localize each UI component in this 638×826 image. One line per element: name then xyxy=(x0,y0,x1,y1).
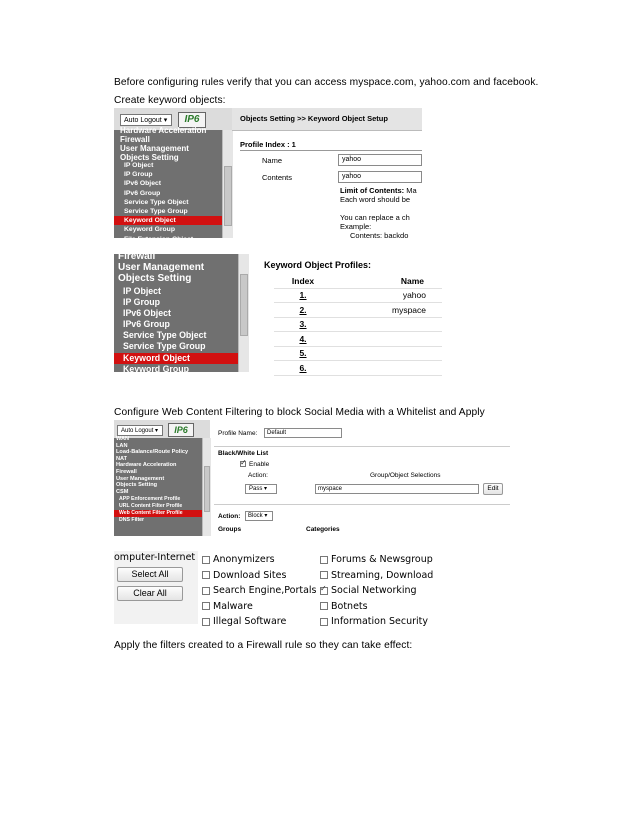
submenu-ip-object-2[interactable]: IP Object xyxy=(123,286,161,296)
category-label: Anonymizers xyxy=(213,554,275,565)
configure-wcf-text: Configure Web Content Filtering to block Social Media with a Whitelist and Apply xyxy=(114,407,485,418)
submenu-ip-group-2[interactable]: IP Group xyxy=(123,297,160,308)
block-select[interactable]: Block ▾ xyxy=(245,511,273,521)
menu-nat[interactable]: NAT xyxy=(116,455,128,462)
note-line-3: Example: xyxy=(340,222,372,231)
pass-select[interactable]: Pass ▾ xyxy=(245,484,277,494)
menu-csm[interactable]: CSM xyxy=(116,488,129,495)
submenu-dns-filter[interactable]: DNS Filter xyxy=(119,517,145,523)
submenu-web-content-filter[interactable]: Web Content Filter Profile xyxy=(114,510,202,517)
keyword-profiles-table xyxy=(274,274,442,376)
profiles-title: Keyword Object Profiles: xyxy=(264,260,372,270)
submenu-keyword-object-2[interactable]: Keyword Object xyxy=(114,353,238,364)
menu-user-management-2[interactable]: User Management xyxy=(118,262,205,273)
profile-name-label: Profile Name: xyxy=(218,430,258,437)
scrollbar-thumb[interactable] xyxy=(224,166,232,226)
submenu-service-type-group-2[interactable]: Service Type Group xyxy=(123,341,206,352)
category-label: Illegal Software xyxy=(213,616,287,627)
name-label: Name xyxy=(262,156,283,165)
intro-text: Before configuring rules verify that you can access myspace.com, yahoo.com and facebook. xyxy=(114,77,539,88)
category-label: Botnets xyxy=(331,600,368,612)
row-name: myspace xyxy=(332,303,442,318)
name-input[interactable]: yahoo xyxy=(338,154,422,166)
sidebar-scrollbar-2[interactable] xyxy=(238,254,249,372)
sidebar-menu-3 xyxy=(114,438,202,536)
categories-screenshot xyxy=(114,551,434,627)
category-checkbox[interactable] xyxy=(320,571,328,579)
create-keyword-text: Create keyword objects: xyxy=(114,95,226,106)
category-label: Download Sites xyxy=(213,569,287,581)
row-index-link[interactable]: 5. xyxy=(274,346,332,361)
keyword-object-setup-screenshot xyxy=(114,108,422,243)
bw-list-title: Black/White List xyxy=(218,450,269,457)
col-name-header: Name xyxy=(332,274,442,288)
scrollbar-thumb-2[interactable] xyxy=(240,274,248,336)
ipv6-logo: IP6 xyxy=(178,112,206,128)
action2-label: Action: xyxy=(218,513,241,520)
select-all-button[interactable]: Select All xyxy=(117,567,183,582)
category-label: Malware xyxy=(213,600,253,612)
auto-logout-select-3[interactable]: Auto Logout ▾ xyxy=(117,425,163,436)
note-line-2: You can replace a ch xyxy=(340,213,410,222)
limit-label-text: Limit of Contents: xyxy=(340,186,405,195)
group-name: omputer-Internet xyxy=(114,552,196,563)
row-index-link[interactable]: 3. xyxy=(274,317,332,332)
contents-input[interactable]: yahoo xyxy=(338,171,422,183)
submenu-ipv6-object[interactable]: IPv6 Object xyxy=(124,180,162,188)
category-label: Search Engine,Portals xyxy=(213,585,317,596)
category-checkbox[interactable] xyxy=(202,587,210,595)
table-header-row xyxy=(274,274,442,288)
note-line-1: Each word should be xyxy=(340,195,411,204)
enable-label: Enable xyxy=(249,461,270,468)
group-selections-label: Group/Object Selections xyxy=(370,472,441,479)
table-row xyxy=(274,346,442,361)
scrollbar-thumb-3[interactable] xyxy=(204,466,210,512)
table-row xyxy=(274,317,442,332)
category-checkbox[interactable] xyxy=(202,556,210,564)
submenu-file-extension-object[interactable]: File Extension Object xyxy=(124,235,194,243)
menu-objects-setting[interactable]: Objects Setting xyxy=(120,153,179,162)
submenu-keyword-group-2[interactable]: Keyword Group xyxy=(123,363,189,374)
submenu-ip-group[interactable]: IP Group xyxy=(124,171,153,179)
menu-lan[interactable]: LAN xyxy=(116,442,128,449)
menu-objects-setting-2[interactable]: Objects Setting xyxy=(118,273,192,284)
limit-label xyxy=(340,186,417,195)
category-item xyxy=(202,601,253,612)
submenu-ipv6-group-2[interactable]: IPv6 Group xyxy=(123,319,170,330)
submenu-ipv6-object-2[interactable]: IPv6 Object xyxy=(123,308,171,319)
submenu-keyword-object[interactable]: Keyword Object xyxy=(114,216,222,225)
divider xyxy=(240,150,422,151)
category-item xyxy=(320,601,368,612)
row-name: yahoo xyxy=(332,288,442,303)
group-panel xyxy=(114,551,198,624)
row-index-link[interactable]: 2. xyxy=(274,303,332,318)
submenu-ipv6-group[interactable]: IPv6 Group xyxy=(124,189,161,197)
category-label: Forums & Newsgroup xyxy=(331,554,433,565)
profile-index: Profile Index : 1 xyxy=(240,140,296,149)
menu-user-management-3[interactable]: User Management xyxy=(116,475,165,482)
category-item xyxy=(202,616,286,627)
limit-value: Ma xyxy=(406,186,417,195)
category-checkbox[interactable] xyxy=(320,556,328,564)
col-index-header: Index xyxy=(274,274,332,288)
category-item xyxy=(320,616,428,627)
contents-label: Contents xyxy=(262,173,293,182)
menu-firewall-2[interactable]: Firewall xyxy=(118,251,156,262)
action-label: Action: xyxy=(248,472,268,479)
breadcrumb: Objects Setting >> Keyword Object Setup xyxy=(240,114,388,123)
row-name xyxy=(332,332,442,347)
submenu-keyword-group[interactable]: Keyword Group xyxy=(124,226,175,234)
table-row xyxy=(274,288,442,303)
menu-load-balance[interactable]: Load-Balance/Route Policy xyxy=(116,449,189,456)
category-label: Social Networking xyxy=(331,585,417,596)
submenu-service-type-group[interactable]: Service Type Group xyxy=(124,208,188,216)
menu-firewall[interactable]: Firewall xyxy=(120,135,150,144)
row-index-link[interactable]: 6. xyxy=(274,361,332,376)
submenu-url-content-filter[interactable]: URL Content Filter Profile xyxy=(119,503,183,509)
table-row xyxy=(274,303,442,318)
groups-label: Groups xyxy=(218,526,242,533)
divider-3b xyxy=(214,504,510,505)
submenu-service-type-object[interactable]: Service Type Object xyxy=(124,198,189,206)
category-checkbox[interactable] xyxy=(320,587,328,595)
row-index-link[interactable]: 1. xyxy=(274,288,332,303)
menu-wan[interactable]: WAN xyxy=(116,436,130,442)
category-checkbox[interactable] xyxy=(320,618,328,626)
menu-user-management[interactable]: User Management xyxy=(120,144,189,153)
keyword-object-profiles-screenshot xyxy=(114,251,444,374)
category-item xyxy=(320,554,433,565)
enable-row xyxy=(240,461,269,468)
apply-filters-text: Apply the filters created to a Firewall rule so they can take effect: xyxy=(114,640,413,651)
category-label: Streaming, Download xyxy=(331,569,434,581)
submenu-ip-object[interactable]: IP Object xyxy=(124,162,154,169)
menu-firewall-3[interactable]: Firewall xyxy=(116,468,137,475)
row-name xyxy=(332,346,442,361)
row-index-link[interactable]: 4. xyxy=(274,332,332,347)
auto-logout-select[interactable]: Auto Logout ▾ xyxy=(120,114,172,126)
page-header xyxy=(232,108,422,131)
enable-checkbox[interactable] xyxy=(240,461,246,467)
sidebar-scrollbar[interactable] xyxy=(222,130,233,238)
sidebar-menu-2 xyxy=(114,251,238,374)
table-row xyxy=(274,332,442,347)
category-item xyxy=(202,585,316,596)
ipv6-logo-3: IP6 xyxy=(168,423,194,437)
myspace-selection-input[interactable]: myspace xyxy=(315,484,479,494)
category-checkbox[interactable] xyxy=(202,571,210,579)
category-item xyxy=(202,554,275,565)
category-checkbox[interactable] xyxy=(320,602,328,610)
edit-button[interactable]: Edit xyxy=(483,483,503,495)
category-checkbox[interactable] xyxy=(202,618,210,626)
divider-3 xyxy=(214,446,510,447)
row-name xyxy=(332,317,442,332)
menu-objects-setting-3[interactable]: Objects Setting xyxy=(116,482,158,489)
category-item xyxy=(320,570,433,581)
categories-label: Categories xyxy=(306,526,340,533)
submenu-service-type-object-2[interactable]: Service Type Object xyxy=(123,330,207,341)
sidebar-menu xyxy=(114,126,222,243)
table-row xyxy=(274,361,442,376)
sidebar-scrollbar-3[interactable] xyxy=(202,438,211,536)
profile-name-input[interactable]: Default xyxy=(264,428,342,438)
submenu-app-enforcement[interactable]: APP Enforcement Profile xyxy=(119,496,181,502)
category-label: Information Security xyxy=(331,616,429,627)
menu-hardware-acceleration[interactable]: Hardware Acceleration xyxy=(120,126,207,135)
row-name xyxy=(332,361,442,376)
web-content-filter-screenshot xyxy=(114,420,510,536)
menu-hardware-acceleration-3[interactable]: Hardware Acceleration xyxy=(116,462,177,469)
category-checkbox[interactable] xyxy=(202,602,210,610)
category-item xyxy=(320,585,417,596)
clear-all-button[interactable]: Clear All xyxy=(117,586,183,601)
category-item xyxy=(202,570,286,581)
note-line-4: Contents: backdo xyxy=(350,231,409,240)
